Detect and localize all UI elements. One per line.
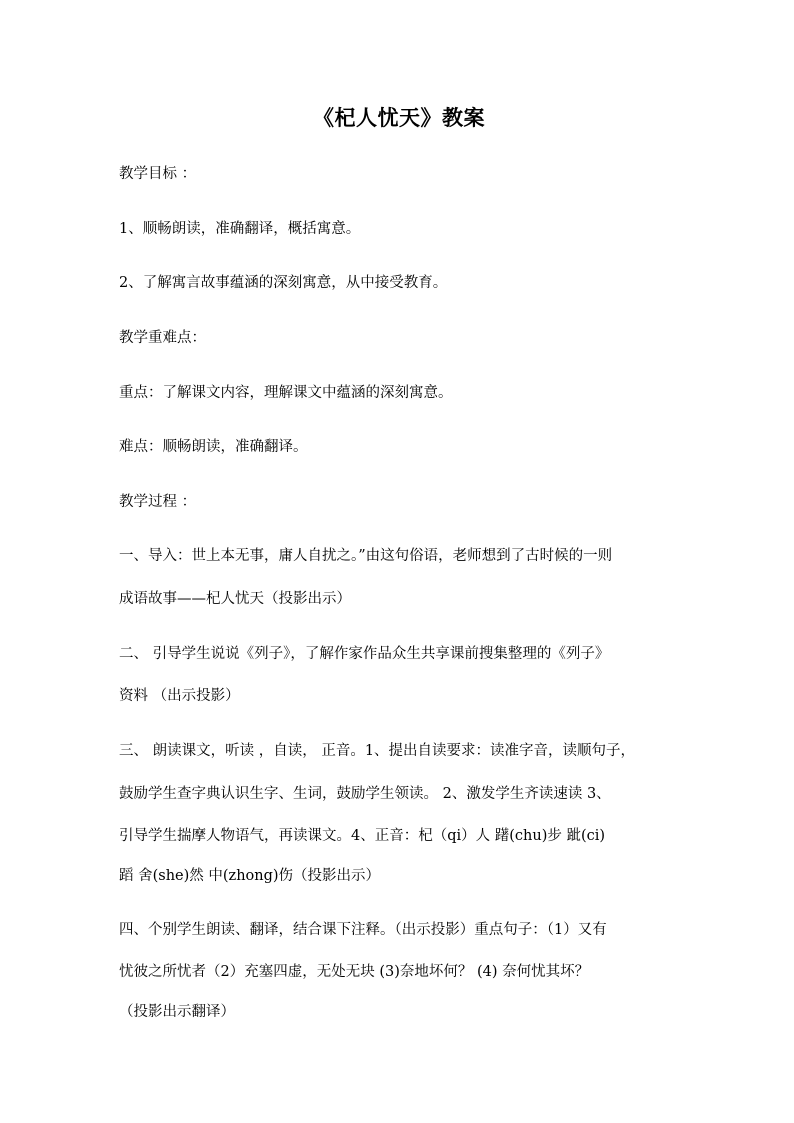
step-4-line-1: 四、个别学生朗读、翻译，结合课下注释。（出示投影）重点句子：（1）又有: [119, 922, 607, 938]
step-2-line-1: 二、 引导学生说说《列子》，了解作家作品众生共享课前搜集整理的《列子》: [119, 646, 610, 662]
key-point: 重点：了解课文内容，理解课文中蕴涵的深刻寓意。: [119, 385, 453, 401]
process-heading: 教学过程 ：: [119, 494, 197, 510]
hard-point: 难点：顺畅朗读，准确翻译。: [119, 439, 308, 455]
step-4-line-3: （投影出示翻译）: [119, 1004, 235, 1020]
step-4-line-2: 忧彼之所忧者（2）充塞四虚，无处无块 (3)奈地坏何？ (4) 奈何忧其坏？: [119, 964, 590, 980]
step-3-line-1: 三、 朗读课文，听读 ，自读， 正音。1、提出自读要求：读准字音，读顺句子，: [119, 743, 636, 759]
step-3-line-2: 鼓励学生查字典认识生字、生词，鼓励学生领读。 2、激发学生齐读速读 3、: [119, 786, 611, 802]
goals-heading: 教学目标 ：: [119, 166, 197, 182]
step-3-line-3: 引导学生揣摩人物语气，再读课文。4、正音：杞（qi）人 躇(chu)步 跐(ci): [119, 828, 606, 844]
goal-item-1: 1、顺畅朗读，准确翻译，概括寓意。: [119, 221, 361, 237]
step-2-line-2: 资料 （出示投影）: [119, 688, 240, 704]
difficulty-heading: 教学重难点：: [119, 330, 206, 346]
step-3-line-4: 蹈 舍(she)然 中(zhong)伤（投影出示）: [119, 868, 381, 884]
step-1-line-2: 成语故事——杞人忧天（投影出示）: [119, 591, 351, 607]
document-title: 《杞人忧天》教案: [313, 105, 485, 130]
goal-item-2: 2、了解寓言故事蕴涵的深刻寓意，从中接受教育。: [119, 275, 448, 291]
step-1-line-1: 一、导入：世上本无事，庸人自扰之。”由这句俗语，老师想到了古时候的一则: [119, 548, 613, 564]
